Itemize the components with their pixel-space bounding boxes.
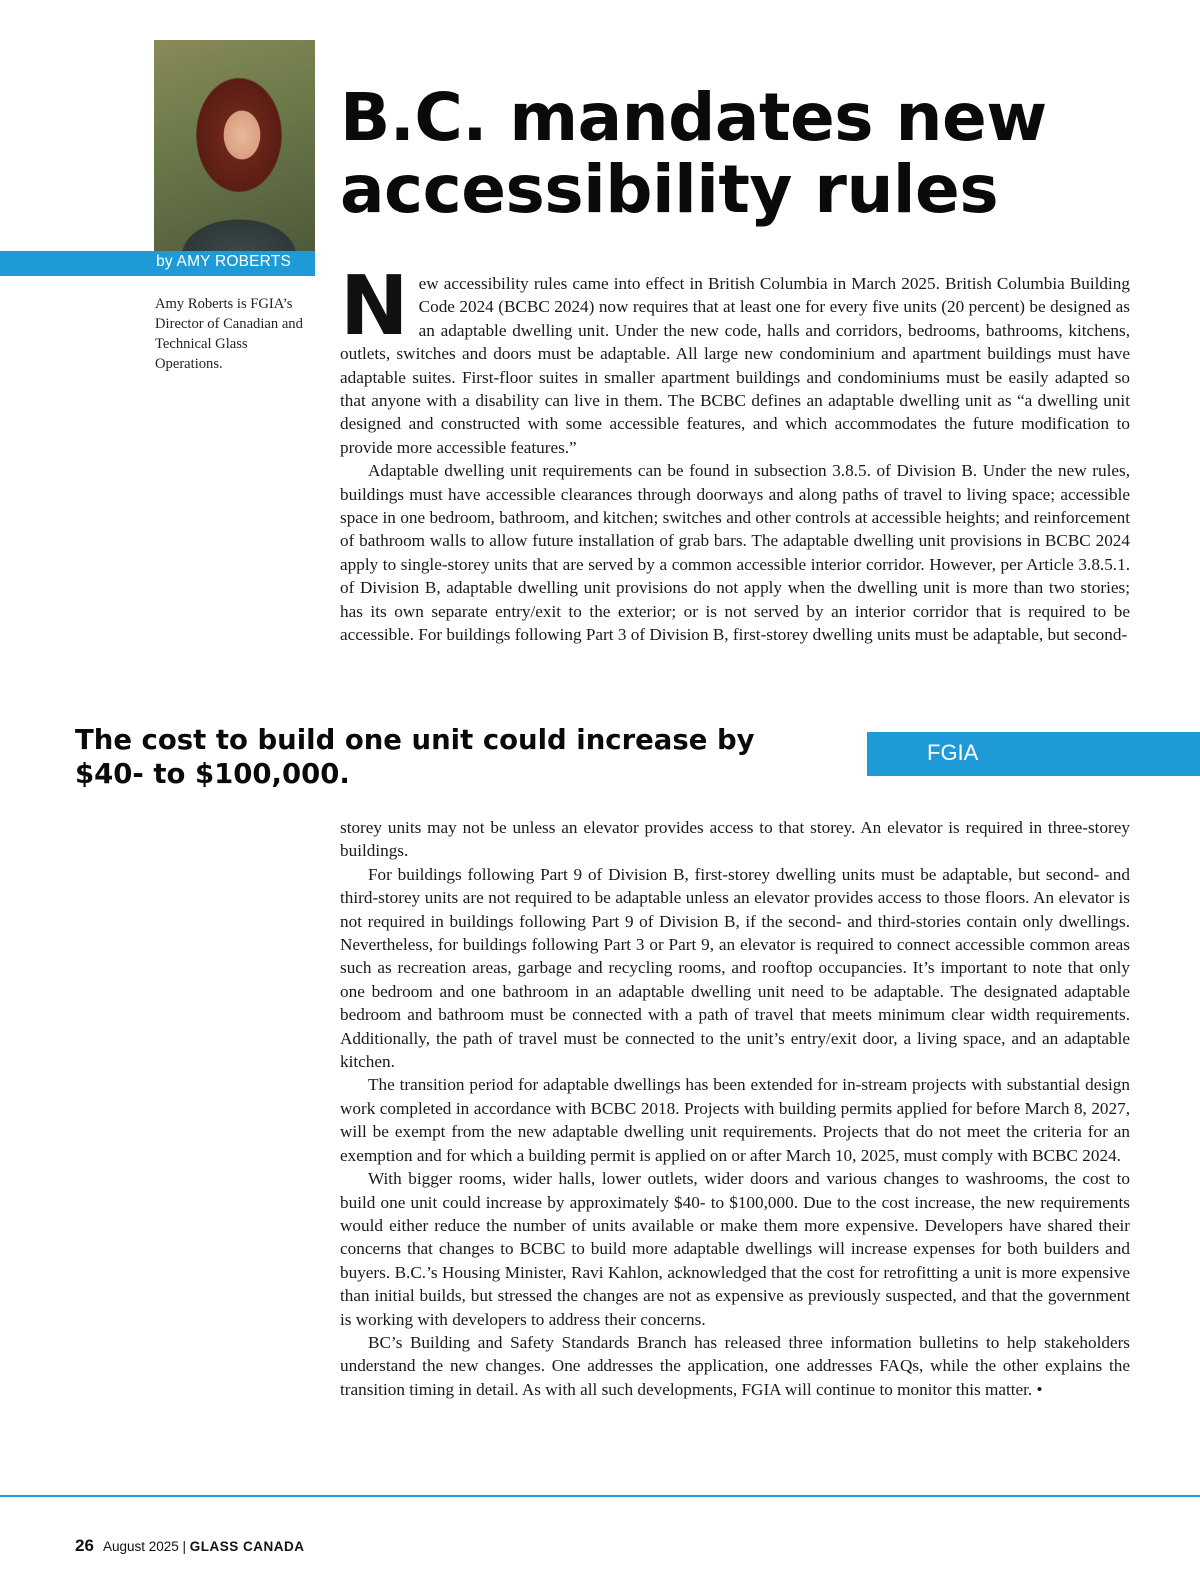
section-tag [867, 732, 1200, 776]
author-bio: Amy Roberts is FGIA’s Director of Canadian and Technical Glass Operations. [155, 296, 303, 372]
page-number: 26 [75, 1536, 94, 1555]
author-photo [154, 40, 315, 251]
pull-quote: The cost to build one unit could increase by $40- to $100,000. [75, 724, 755, 790]
byline-bar [0, 251, 315, 276]
paragraph-6: BC’s Building and Safety Standards Branch has released three information bulletins to help stakeholders understand the new changes. One addresses the application, one addresses FAQs, while the other explains the transition timing in detail. As with all such developments, FGIA will continue to monitor this matter. • [340, 1332, 1130, 1399]
byline: by AMY ROBERTS [156, 253, 291, 270]
paragraph-2: Adaptable dwelling unit requirements can be found in subsection 3.8.5. of Division B. Under the new rules, buildings must have accessible clearances through doorways and along paths of travel to living space; accessible space in one bedroom, bathroom, and kitchen; switches and other controls at accessible heights; and reinforcement of bathroom walls to allow future installation of grab bars. The adaptable dwelling unit provisions in BCBC 2024 apply to single-storey units that are served by a common accessible interior corridor. However, per Article 3.8.5.1. of Division B, adaptable dwelling unit provisions do not apply when the dwelling unit is more than two stories; has its own separate entry/exit to the exterior; or is not served by an interior corridor that is required to be accessible. For buildings following Part 3 of Division B, first-storey dwelling units must be adaptable, but second- [340, 461, 1130, 645]
issue-date: August 2025 [102, 1539, 179, 1554]
paragraph-1 [340, 259, 1130, 459]
paragraph-3: For buildings following Part 9 of Division B, first-storey dwelling units must be adaptable, but second- and third-storey units are not required to be adaptable unless an elevator provides access to those floors. An elevator is not required in buildings following Part 9 of Division B, if the second- and third-stories contain only dwellings. Nevertheless, for buildings following Part 3 or Part 9, an elevator is required to connect accessible common areas such as recreation areas, garbage and recycling rooms, and rooftop occupancies. It’s important to note that only one bedroom and one bathroom in an adaptable dwelling unit need to be adaptable. The designated adaptable bedroom and bathroom must be connected with a path of travel that meets minimum clear width requirements. Additionally, the path of travel must be connected to the unit’s entry/exit door, a living space, and an adaptable kitchen. [340, 864, 1130, 1072]
page-footer [75, 1536, 305, 1556]
footer-rule [0, 1495, 1200, 1497]
section-tag-label: FGIA [927, 740, 979, 765]
article-body-column-1 [340, 259, 1130, 647]
footer-separator: | [182, 1539, 187, 1554]
drop-cap: N [340, 259, 409, 354]
headline: B.C. mandates new accessibility rules [340, 79, 1047, 228]
magazine-name: GLASS CANADA [189, 1539, 305, 1554]
paragraph-1-text: ew accessibility rules came into effect in British Columbia in March 2025. British Columbia Building Code 2024 (BCBC 2024) now requires that at least one for every five units (20 percent) be designed as an adaptable dwelling unit. Under the new code, halls and corridors, bedrooms, bathrooms, kitchens, outlets, switches and doors must be adaptable. All large new condominium and apartment buildings must have adaptable suites. First-floor suites in smaller apartment buildings and condominiums must be easily adapted so that anyone with a disability can live in them. The BCBC defines an adaptable dwelling unit as “a dwelling unit designed and constructed with some accessible features, and which accommodates the future modification to provide more accessible features.” [340, 274, 1130, 457]
article-body-column-2 [340, 816, 1130, 1401]
paragraph-5: With bigger rooms, wider halls, lower outlets, wider doors and various changes to washrooms, the cost to build one unit could increase by approximately $40- to $100,000. Due to the cost increase, the new requirements would either reduce the number of units available or make them more expensive. Developers have shared their concerns that changes to BCBC to build more adaptable dwellings will increase expenses for both builders and buyers. B.C.’s Housing Minister, Ravi Kahlon, acknowledged that the cost for retrofitting a unit is more expensive than initial builds, but stressed the changes are not as expensive as previously suspected, and that the government is working with developers to address their concerns. [340, 1169, 1130, 1329]
paragraph-4: The transition period for adaptable dwellings has been extended for in-stream projects with substantial design work completed in accordance with BCBC 2018. Projects with building permits applied for before March 8, 2027, will be exempt from the new adaptable dwelling unit requirements. Projects that do not meet the criteria for an exemption and for which a building permit is applied on or after March 10, 2025, must comply with BCBC 2024. [340, 1075, 1130, 1165]
paragraph-2-continued: storey units may not be unless an elevator provides access to that storey. An elevator is required in three-storey buildings. [340, 818, 1130, 861]
